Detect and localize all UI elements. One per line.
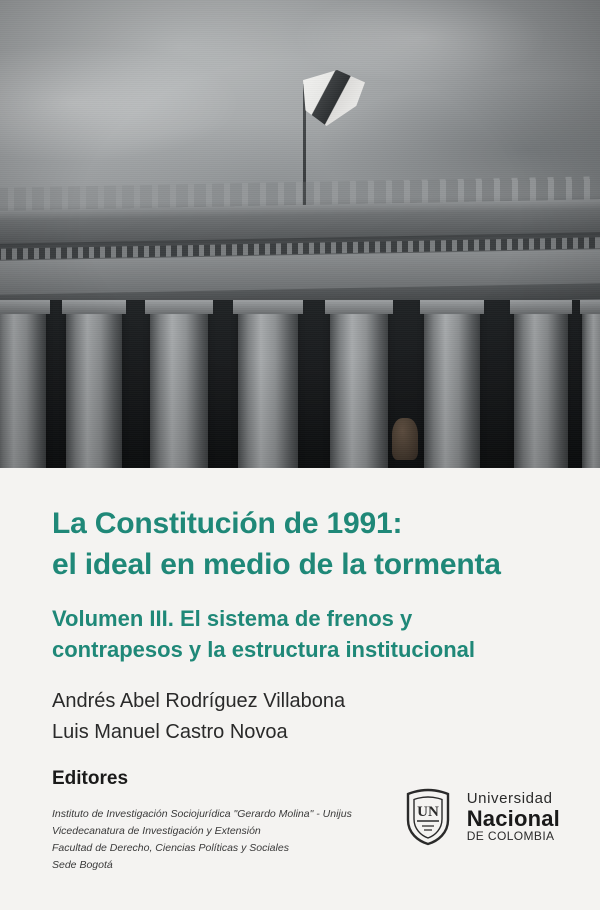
university-shield-icon: [401, 788, 455, 846]
cover-text-area: [0, 468, 600, 910]
imprint-line-2: Vicedecanatura de Investigación y Extensión: [52, 825, 261, 837]
author-1: Andrés Abel Rodríguez Villabona: [52, 690, 346, 712]
svg-text:UN: UN: [416, 804, 439, 820]
imprint-line-1: Instituto de Investigación Sociojurídica "Gerardo Molina" - Unijus: [52, 808, 352, 820]
imprint-line-4: Sede Bogotá: [52, 859, 113, 871]
book-subtitle-line-2: contrapesos y la estructura institucional: [52, 637, 476, 663]
logo-line-de-colombia: DE COLOMBIA: [466, 829, 555, 844]
editors-label: Editores: [52, 768, 129, 789]
book-subtitle-line-1: Volumen III. El sistema de frenos y: [52, 606, 413, 631]
classical-columns-icon: [0, 300, 600, 468]
university-logo: [401, 788, 560, 846]
author-2: Luis Manuel Castro Novoa: [52, 721, 288, 743]
statue: [392, 418, 418, 460]
imprint-block: [52, 806, 382, 874]
title-block: [52, 504, 557, 665]
imprint-line-3: Facultad de Derecho, Ciencias Políticas y Sociales: [52, 842, 289, 854]
book-title-line-2: el ideal en medio de la tormenta: [52, 547, 501, 581]
book-title-line-1: La Constitución de 1991:: [52, 507, 403, 540]
university-logo-text: [467, 791, 560, 844]
logo-line-nacional: Nacional: [466, 805, 560, 831]
authors-block: [52, 686, 557, 790]
logo-line-universidad: Universidad: [466, 789, 553, 807]
